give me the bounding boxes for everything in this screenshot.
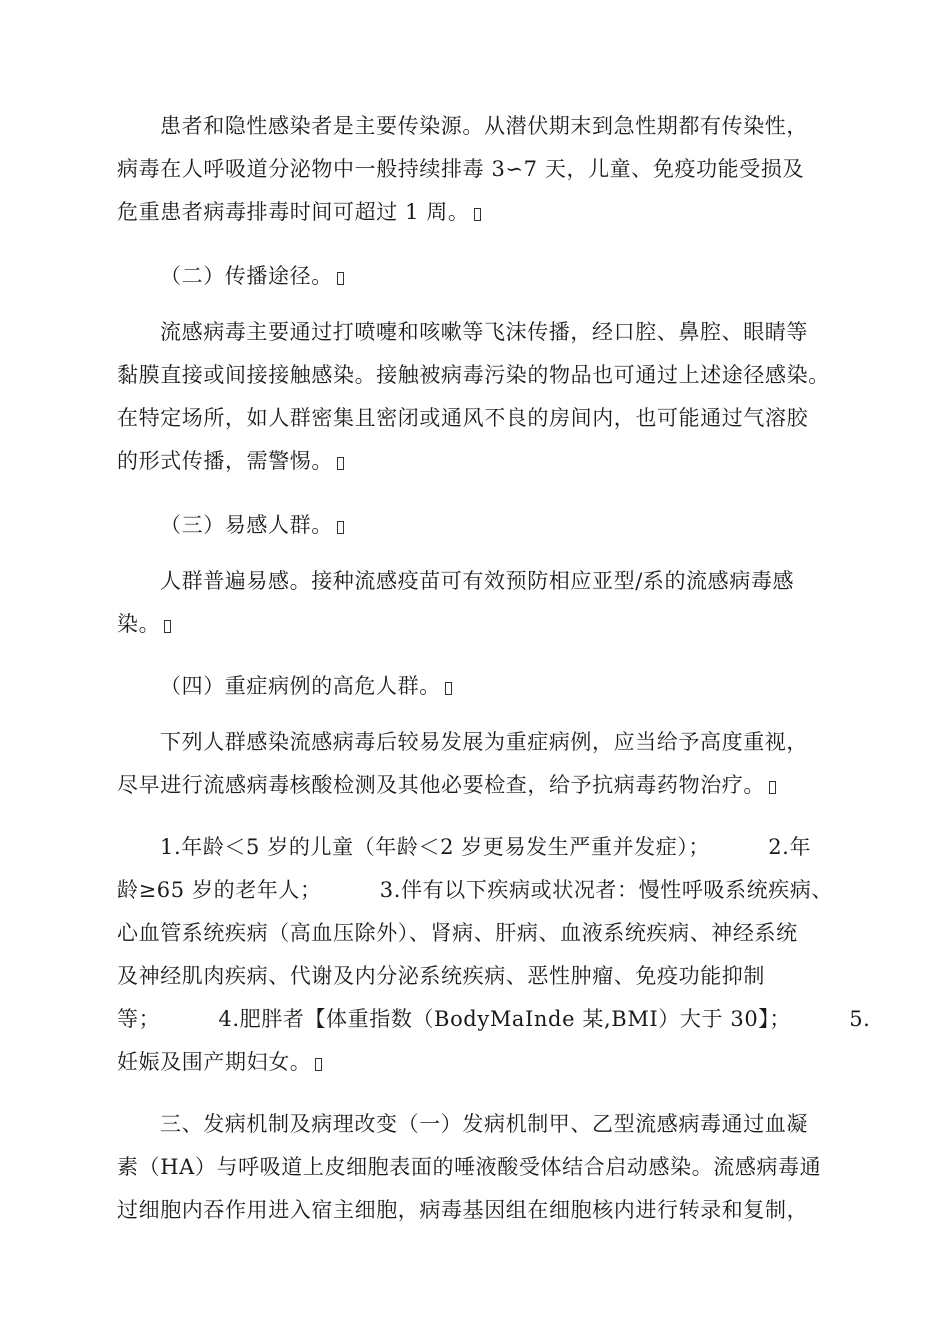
para-line: 的形式传播，需警惕。 — [117, 447, 344, 475]
paragraph-mark-icon — [445, 682, 452, 695]
para-line: 人群普遍易感。接种流感疫苗可有效预防相应亚型/系的流感病毒感 — [160, 569, 795, 593]
section-heading: （三）易感人群。 — [160, 511, 344, 539]
paragraph-mark-icon — [474, 208, 481, 221]
list-line: 1.年龄＜5 岁的儿童（年龄＜2 岁更易发生严重并发症）； 2.年 — [160, 835, 812, 859]
para-line: 下列人群感染流感病毒后较易发展为重症病例，应当给予高度重视， — [160, 730, 808, 754]
para-line: 尽早进行流感病毒核酸检测及其他必要检查，给予抗病毒药物治疗。 — [117, 771, 776, 799]
paragraph-mark-icon — [164, 620, 171, 633]
paragraph-mark-icon — [315, 1058, 322, 1071]
section-heading: （四）重症病例的高危人群。 — [160, 672, 452, 700]
para-line: 黏膜直接或间接接触感染。接触被病毒污染的物品也可通过上述途径感染。 — [117, 363, 830, 387]
list-line: 妊娠及围产期妇女。 — [117, 1048, 322, 1076]
list-line: 心血管系统疾病（高血压除外）、肾病、肝病、血液系统疾病、神经系统 — [117, 921, 798, 945]
paragraph-mark-icon — [337, 272, 344, 285]
para-line: 三、发病机制及病理改变（一）发病机制甲、乙型流感病毒通过血凝 — [160, 1112, 808, 1136]
para-line: 过细胞内吞作用进入宿主细胞，病毒基因组在细胞核内进行转录和复制， — [117, 1198, 809, 1222]
para-line: 患者和隐性感染者是主要传染源。从潜伏期末到急性期都有传染性， — [160, 114, 808, 138]
para-line: 危重患者病毒排毒时间可超过 1 周。 — [117, 198, 481, 226]
para-line: 染。 — [117, 610, 171, 638]
list-line: 等； 4.肥胖者【体重指数（BodyMaInde 某,BMI）大于 30】； 5. — [117, 1007, 871, 1031]
paragraph-mark-icon — [337, 457, 344, 470]
paragraph-mark-icon — [769, 781, 776, 794]
list-line: 龄≥65 岁的老年人； 3.伴有以下疾病或状况者：慢性呼吸系统疾病、 — [117, 878, 834, 902]
para-line: 流感病毒主要通过打喷嚏和咳嗽等飞沫传播，经口腔、鼻腔、眼睛等 — [160, 320, 808, 344]
para-line: 病毒在人呼吸道分泌物中一般持续排毒 3∽7 天，儿童、免疫功能受损及 — [117, 157, 805, 181]
section-heading: （二）传播途径。 — [160, 262, 344, 290]
para-line: 在特定场所，如人群密集且密闭或通风不良的房间内，也可能通过气溶胶 — [117, 406, 809, 430]
para-line: 素（HA）与呼吸道上皮细胞表面的唾液酸受体结合启动感染。流感病毒通 — [117, 1155, 822, 1179]
list-line: 及神经肌肉疾病、代谢及内分泌系统疾病、恶性肿瘤、免疫功能抑制 — [117, 964, 765, 988]
paragraph-mark-icon — [337, 521, 344, 534]
